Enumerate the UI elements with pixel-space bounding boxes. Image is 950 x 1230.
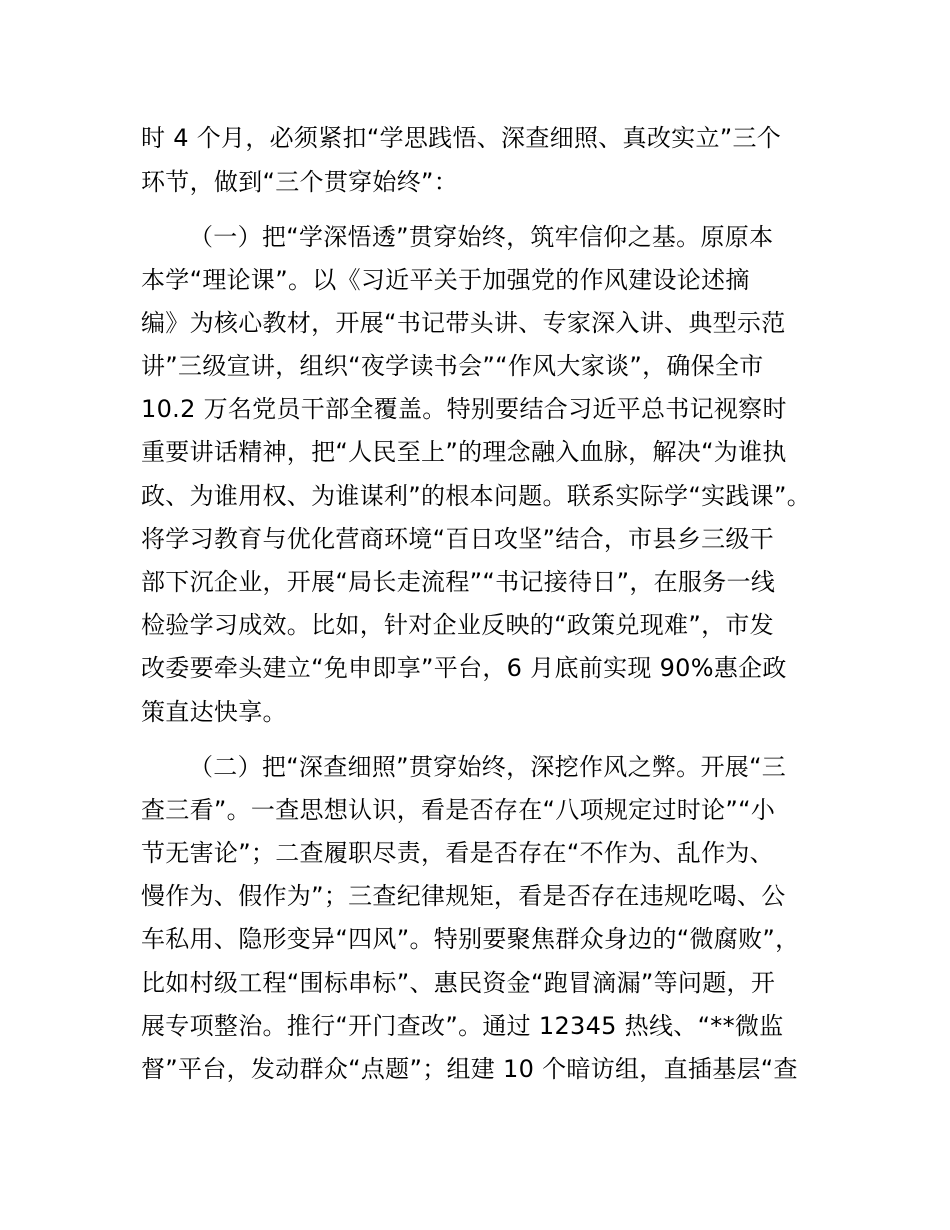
text-line-22: 督”平台，发动群众“点题”；组建 10 个暗访组，直插基层“查 xyxy=(141,1055,798,1083)
text-line-19: 车私用、隐形变异“四风”。特别要聚焦群众身边的“微腐败”， xyxy=(141,925,800,953)
text-line-5: 编》为核心教材，开展“书记带头讲、专家深入讲、典型示范 xyxy=(141,309,786,337)
text-line-8: 重要讲话精神，把“人民至上”的理念融入血脉，解决“为谁执 xyxy=(141,438,787,466)
text-line-4: 本学“理论课”。以《习近平关于加强党的作风建设论述摘 xyxy=(141,266,750,294)
text-line-6: 讲”三级宣讲，组织“夜学读书会”“作风大家谈”，确保全市 xyxy=(141,352,764,380)
text-line-14: 策直达快享。 xyxy=(141,698,287,726)
text-line-13: 改委要牵头建立“免申即享”平台，6 月底前实现 90%惠企政 xyxy=(141,654,787,682)
text-line-12: 检验学习成效。比如，针对企业反映的“政策兑现难”，市发 xyxy=(141,611,774,639)
text-line-9: 政、为谁用权、为谁谋利”的根本问题。联系实际学“实践课”。 xyxy=(141,482,811,510)
section-1-heading-line: （一）把“学深悟透”贯穿始终，筑牢信仰之基。原原本 xyxy=(189,223,774,251)
text-line-10: 将学习教育与优化营商环境“百日攻坚”结合，市县乡三级干 xyxy=(141,525,774,553)
text-line-2: 环节，做到“三个贯穿始终”： xyxy=(141,168,459,196)
text-line-17: 节无害论”；二查履职尽责，看是否存在“不作为、乱作为、 xyxy=(141,839,774,867)
text-line-21: 展专项整治。推行“开门查改”。通过 12345 热线、“**微监 xyxy=(141,1012,784,1040)
text-line-18: 慢作为、假作为”；三查纪律规矩，看是否存在违规吃喝、公 xyxy=(141,882,786,910)
text-line-11: 部下沉企业，开展“局长走流程”“书记接待日”，在服务一线 xyxy=(141,568,776,596)
text-line-1: 时 4 个月，必须紧扣“学思践悟、深查细照、真改实立”三个 xyxy=(141,124,782,152)
text-line-16: 查三看”。一查思想认识，看是否存在“八项规定过时论”“小 xyxy=(141,796,776,824)
text-line-20: 比如村级工程“围标串标”、惠民资金“跑冒滴漏”等问题，开 xyxy=(141,969,776,997)
section-2-heading-line: （二）把“深查细照”贯穿始终，深挖作风之弊。开展“三 xyxy=(189,753,787,781)
text-line-7: 10.2 万名党员干部全覆盖。特别要结合习近平总书记视察时 xyxy=(141,395,787,423)
